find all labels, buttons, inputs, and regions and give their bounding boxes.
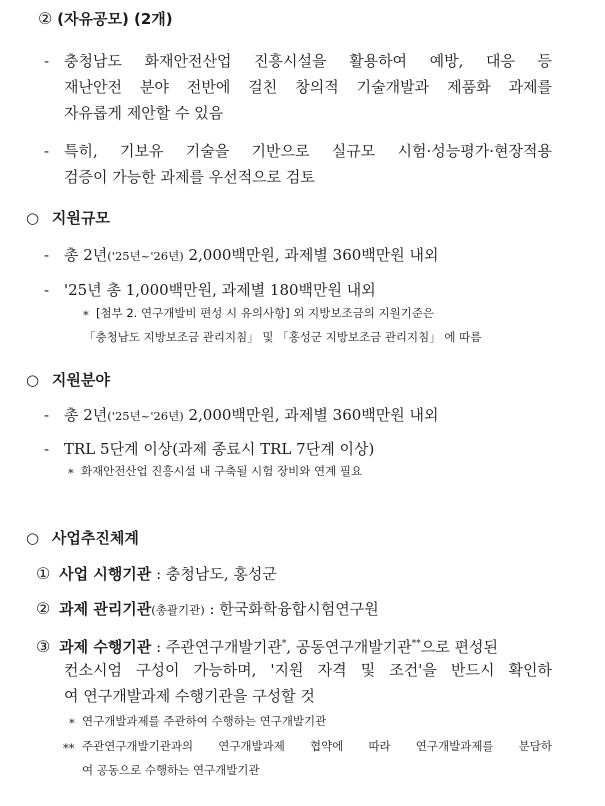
item-text: , 공동연구개발기관 (286, 638, 412, 656)
field-b1 (64, 405, 439, 425)
circle-bullet: ○ (26, 209, 40, 227)
system-item-3-line3: 여 연구개발과제 수행기관을 구성할 것 (64, 687, 315, 705)
note-mark: * (83, 308, 89, 322)
scale-b1-total: 총 2년 (64, 246, 108, 264)
field-b1-budget: 2,000백만원, 과제별 360백만원 내외 (183, 406, 439, 424)
scale-b1 (64, 245, 439, 265)
recruit-title: (자유공모) (2개) (57, 10, 173, 28)
field-b1-total: 총 2년 (64, 406, 108, 424)
circle-bullet: ○ (26, 371, 40, 389)
recruit-marker: ② (38, 9, 53, 28)
recruit-b1-line3: 자유롭게 제안할 수 있음 (64, 104, 224, 122)
field-b1-years: ('25년~'26년) (107, 409, 184, 423)
item-number: ① (36, 564, 51, 583)
item-text: : 주관연구개발기관 (151, 638, 282, 656)
dash-bullet: - (44, 406, 50, 424)
field-heading (26, 370, 110, 390)
system-note-2-line2: 여 공동으로 수행하는 연구개발기관 (82, 763, 260, 777)
scale-heading (26, 208, 110, 228)
note-mark: * (69, 716, 75, 730)
field-title: 지원분야 (51, 371, 110, 389)
scale-b2: '25년 총 1,000백만원, 과제별 180백만원 내외 (64, 281, 376, 299)
system-title: 사업추진체계 (51, 529, 139, 547)
scale-note-line2: 「충청남도 지방보조금 관리지침」 및 「홍성군 지방보조금 관리지침」 에 따름 (84, 330, 482, 344)
scale-title: 지원규모 (51, 209, 110, 227)
scale-b1-budget: 2,000백만원, 과제별 360백만원 내외 (183, 246, 439, 264)
system-note-2-line1: 주관연구개발기관과의 연구개발과제 협약에 따라 연구개발과제를 분담하 (82, 739, 552, 753)
scale-note-line1: [첨부 2. 연구개발비 편성 시 유의사항] 외 지방보조금의 지원기준은 (96, 306, 435, 320)
item-label: 과제 관리기관 (59, 600, 152, 618)
recruit-b2-line1: 특히, 기보유 기술을 기반으로 실규모 시험·성능평가·현장적용 (64, 142, 552, 160)
item-text: : 충청남도, 홍성군 (151, 565, 277, 583)
system-note-1: 연구개발과제를 주관하여 수행하는 연구개발기관 (82, 714, 327, 728)
field-note: 화재안전산업 진흥시설 내 구축될 시험 장비와 연계 필요 (81, 464, 363, 478)
system-item-3-line2: 컨소시엄 구성이 가능하며, '지원 자격 및 조건'을 반드시 확인하 (64, 661, 552, 679)
system-item-2 (36, 599, 379, 619)
dash-bullet: - (44, 281, 50, 299)
recruit-b2-line2: 검증이 가능한 과제를 우선적으로 검토 (64, 168, 315, 186)
dash-bullet: - (44, 246, 50, 264)
note-mark: * (68, 466, 74, 480)
footnote-mark: ** (411, 639, 421, 649)
item-text: 으로 편성된 (420, 638, 498, 656)
dash-bullet: - (44, 52, 50, 70)
recruit-heading (38, 9, 173, 29)
footnote-mark: * (281, 639, 287, 649)
item-number: ② (36, 599, 51, 618)
item-text: : 한국화학융합시험연구원 (204, 600, 379, 618)
system-item-3 (36, 634, 498, 657)
field-b2: TRL 5단계 이상(과제 종료시 TRL 7단계 이상) (64, 440, 375, 458)
item-paren: (총괄기관) (151, 603, 205, 617)
recruit-b1-line2: 재난안전 분야 전반에 걸친 창의적 기술개발과 제품화 과제를 (64, 78, 552, 96)
item-label: 과제 수행기관 (59, 638, 152, 656)
dash-bullet: - (44, 440, 50, 458)
circle-bullet: ○ (26, 529, 40, 547)
item-number: ③ (36, 637, 51, 656)
dash-bullet: - (44, 142, 50, 160)
item-label: 사업 시행기관 (59, 565, 152, 583)
note-mark: ** (63, 741, 75, 755)
recruit-b1-line1: 충청남도 화재안전산업 진흥시설을 활용하여 예방, 대응 등 (64, 52, 552, 70)
system-heading (26, 528, 139, 548)
scale-b1-years: ('25년~'26년) (107, 249, 184, 263)
system-item-1 (36, 564, 277, 584)
